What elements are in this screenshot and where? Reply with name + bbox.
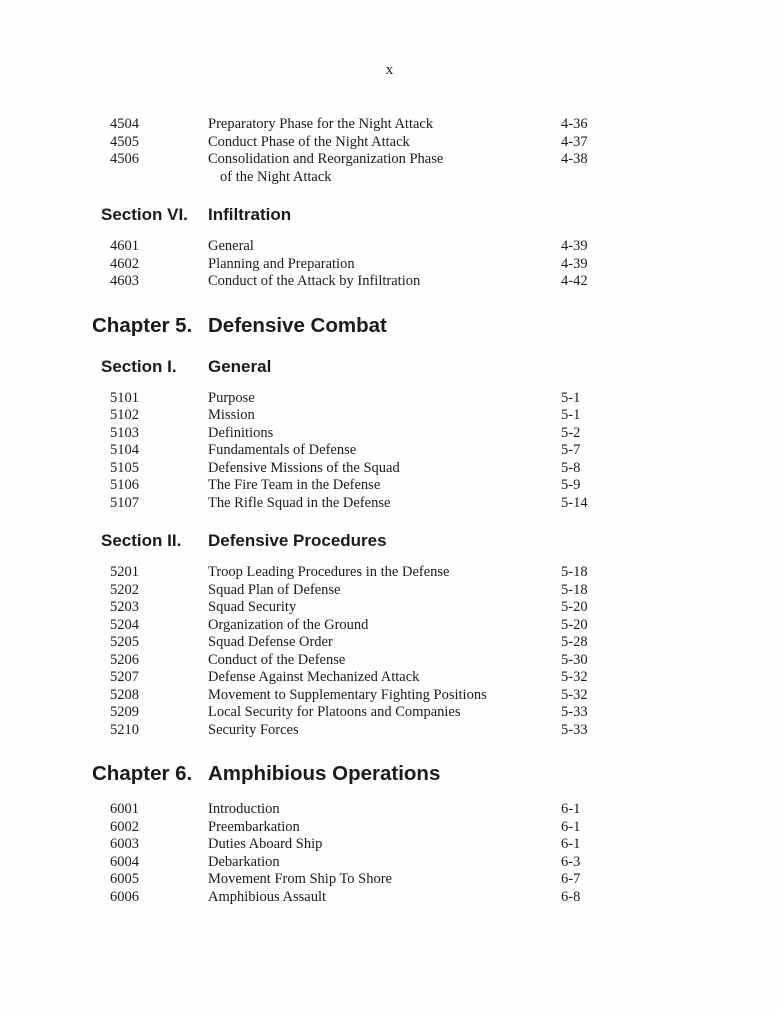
entry-page: 5-32	[561, 669, 588, 685]
entry-title-block	[208, 617, 561, 635]
entry-title-block	[208, 801, 561, 819]
entry-title-block	[208, 634, 561, 652]
entry-title-block	[208, 854, 561, 872]
entry-page: 5-7	[561, 442, 581, 458]
entry-title: Amphibious Assault	[208, 888, 327, 905]
entry-page: 4-39	[561, 255, 588, 272]
entry-number: 6004	[110, 853, 139, 870]
entry-page: 5-32	[561, 686, 588, 703]
toc-row	[0, 477, 779, 495]
entry-title: Duties Aboard Ship	[208, 836, 323, 852]
entry-title: General	[208, 238, 254, 254]
toc-row	[0, 854, 779, 872]
entry-title-block	[208, 116, 561, 134]
entry-page: 4-42	[561, 273, 588, 289]
entry-title-block	[208, 495, 561, 513]
toc-row	[0, 273, 779, 291]
entry-title-block	[208, 836, 561, 854]
entry-title: Preparatory Phase for the Night Attack	[208, 116, 434, 132]
toc-row	[0, 238, 779, 256]
entry-title-block	[208, 477, 561, 495]
toc-row	[0, 134, 779, 152]
entry-title: Local Security for Platoons and Companies	[208, 704, 461, 720]
toc-row	[0, 836, 779, 854]
entry-title: Introduction	[208, 801, 280, 817]
entry-title: Security Forces	[208, 721, 299, 738]
entry-number: 5201	[110, 564, 139, 580]
entry-number: 5102	[110, 407, 139, 423]
entry-number: 4603	[110, 273, 139, 289]
entry-number: 5210	[110, 721, 139, 738]
entry-title: Squad Plan of Defense	[208, 581, 341, 598]
entry-title: Consolidation and Reorganization Phase	[208, 151, 444, 167]
entry-number: 6003	[110, 836, 139, 852]
entry-number: 6006	[110, 888, 139, 905]
entry-page: 5-28	[561, 634, 588, 650]
section-label: Section II.	[101, 531, 182, 550]
entry-page: 5-9	[561, 477, 581, 493]
entry-page: 5-20	[561, 599, 588, 615]
entry-title-block	[208, 460, 561, 478]
toc-row	[0, 599, 779, 617]
entry-number: 5205	[110, 634, 139, 650]
chapter-label: Chapter 6.	[92, 762, 193, 785]
entry-page: 4-38	[561, 151, 588, 167]
entry-page: 4-36	[561, 116, 588, 132]
toc-row	[0, 722, 779, 740]
entry-page: 5-1	[561, 407, 581, 423]
entry-number: 5208	[110, 686, 139, 703]
entry-number: 4602	[110, 255, 139, 272]
entry-title-block	[208, 582, 561, 600]
entry-page: 4-39	[561, 238, 588, 254]
entry-title: Planning and Preparation	[208, 255, 355, 272]
entry-title: Conduct Phase of the Night Attack	[208, 133, 410, 150]
entry-page: 6-1	[561, 801, 581, 817]
entry-number: 5104	[110, 442, 139, 458]
section-heading	[0, 357, 779, 377]
entry-page: 5-14	[561, 494, 588, 511]
entry-number: 5206	[110, 651, 139, 668]
entry-title-block	[208, 687, 561, 705]
toc-row	[0, 582, 779, 600]
entry-title-block	[208, 889, 561, 907]
toc-row	[0, 442, 779, 460]
entry-title: Movement to Supplementary Fighting Positions	[208, 686, 487, 703]
entry-title-block	[208, 871, 561, 889]
entry-title: Conduct of the Defense	[208, 651, 346, 668]
toc-row	[0, 617, 779, 635]
chapter-heading	[0, 762, 779, 786]
entry-title-block	[208, 273, 561, 291]
toc-row	[0, 819, 779, 837]
toc-row	[0, 687, 779, 705]
entry-title-block	[208, 390, 561, 408]
entry-title-block	[208, 407, 561, 425]
toc-row	[0, 425, 779, 443]
toc-row	[0, 652, 779, 670]
section-heading	[0, 205, 779, 225]
entry-title-block	[208, 704, 561, 722]
entry-title-block	[208, 564, 561, 582]
entry-title-block	[208, 722, 561, 740]
toc-row	[0, 151, 779, 186]
section-title: Defensive Procedures	[208, 531, 387, 550]
entry-title-block	[208, 652, 561, 670]
toc-row	[0, 256, 779, 274]
entry-page: 5-33	[561, 721, 588, 738]
toc-row	[0, 669, 779, 687]
section-label: Section VI.	[101, 205, 188, 224]
entry-title: Troop Leading Procedures in the Defense	[208, 564, 450, 580]
entry-number: 4601	[110, 238, 139, 254]
entry-title-block	[208, 599, 561, 617]
entry-number: 5207	[110, 669, 139, 685]
entry-title: Debarkation	[208, 853, 280, 870]
toc-row	[0, 116, 779, 134]
entry-page: 5-2	[561, 424, 581, 441]
entry-title: Preembarkation	[208, 818, 300, 835]
entry-page: 6-3	[561, 853, 581, 870]
section-label: Section I.	[101, 356, 177, 376]
chapter-title: Amphibious Operations	[208, 762, 441, 785]
entry-title: Defensive Missions of the Squad	[208, 459, 400, 476]
toc-row	[0, 801, 779, 819]
entry-number: 6005	[110, 871, 139, 887]
entry-page: 5-18	[561, 581, 588, 598]
entry-title-block	[208, 819, 561, 837]
entry-number: 5204	[110, 616, 139, 633]
entry-number: 4506	[110, 151, 139, 167]
entry-title: Organization of the Ground	[208, 616, 369, 633]
entry-title: Squad Defense Order	[208, 634, 333, 650]
entry-title-block	[208, 669, 561, 687]
entry-number: 5101	[110, 389, 139, 406]
entry-title: Squad Security	[208, 599, 297, 615]
entry-title: Purpose	[208, 389, 255, 406]
entry-title: Mission	[208, 407, 255, 423]
toc-row	[0, 390, 779, 408]
page-number: x	[385, 62, 394, 78]
entry-title-block	[208, 256, 561, 274]
toc-row	[0, 634, 779, 652]
entry-page: 4-37	[561, 133, 588, 150]
entry-page: 5-1	[561, 389, 581, 406]
chapter-heading	[0, 314, 779, 338]
toc-row	[0, 704, 779, 722]
entry-page: 5-33	[561, 704, 588, 720]
entry-title: Movement From Ship To Shore	[208, 871, 392, 887]
entry-title: Fundamentals of Defense	[208, 442, 357, 458]
entry-page: 6-1	[561, 818, 581, 835]
entry-number: 5105	[110, 459, 139, 476]
table-of-contents	[0, 116, 779, 906]
entry-number: 6001	[110, 801, 139, 817]
entry-number: 5202	[110, 581, 139, 598]
entry-page: 5-18	[561, 564, 588, 580]
entry-number: 4504	[110, 116, 139, 132]
toc-row	[0, 460, 779, 478]
chapter-label: Chapter 5.	[92, 313, 193, 337]
entry-number: 5106	[110, 477, 139, 493]
section-title: General	[208, 356, 272, 376]
section-title: Infiltration	[208, 205, 292, 224]
entry-title: The Fire Team in the Defense	[208, 477, 381, 493]
entry-number: 6002	[110, 818, 139, 835]
entry-number: 5103	[110, 424, 139, 441]
toc-row	[0, 564, 779, 582]
toc-row	[0, 407, 779, 425]
entry-number: 5107	[110, 494, 139, 511]
entry-page: 6-8	[561, 888, 581, 905]
chapter-title: Defensive Combat	[208, 313, 387, 337]
entry-number: 4505	[110, 133, 139, 150]
entry-number: 5209	[110, 704, 139, 720]
entry-page: 5-8	[561, 459, 581, 476]
entry-title-block	[208, 238, 561, 256]
toc-row	[0, 871, 779, 889]
entry-title-block	[208, 151, 561, 186]
entry-number: 5203	[110, 599, 139, 615]
entry-title-block	[208, 425, 561, 443]
entry-page: 6-1	[561, 836, 581, 852]
entry-title-continued: of the Night Attack	[220, 168, 332, 185]
entry-title-block	[208, 442, 561, 460]
entry-page: 5-20	[561, 616, 588, 633]
section-heading	[0, 531, 779, 551]
entry-title: Conduct of the Attack by Infiltration	[208, 273, 421, 289]
entry-title: Defense Against Mechanized Attack	[208, 669, 420, 685]
toc-row	[0, 495, 779, 513]
entry-page: 5-30	[561, 651, 588, 668]
entry-title: The Rifle Squad in the Defense	[208, 494, 391, 511]
entry-page: 6-7	[561, 871, 581, 887]
toc-row	[0, 889, 779, 907]
entry-title: Definitions	[208, 424, 274, 441]
entry-title-block	[208, 134, 561, 152]
